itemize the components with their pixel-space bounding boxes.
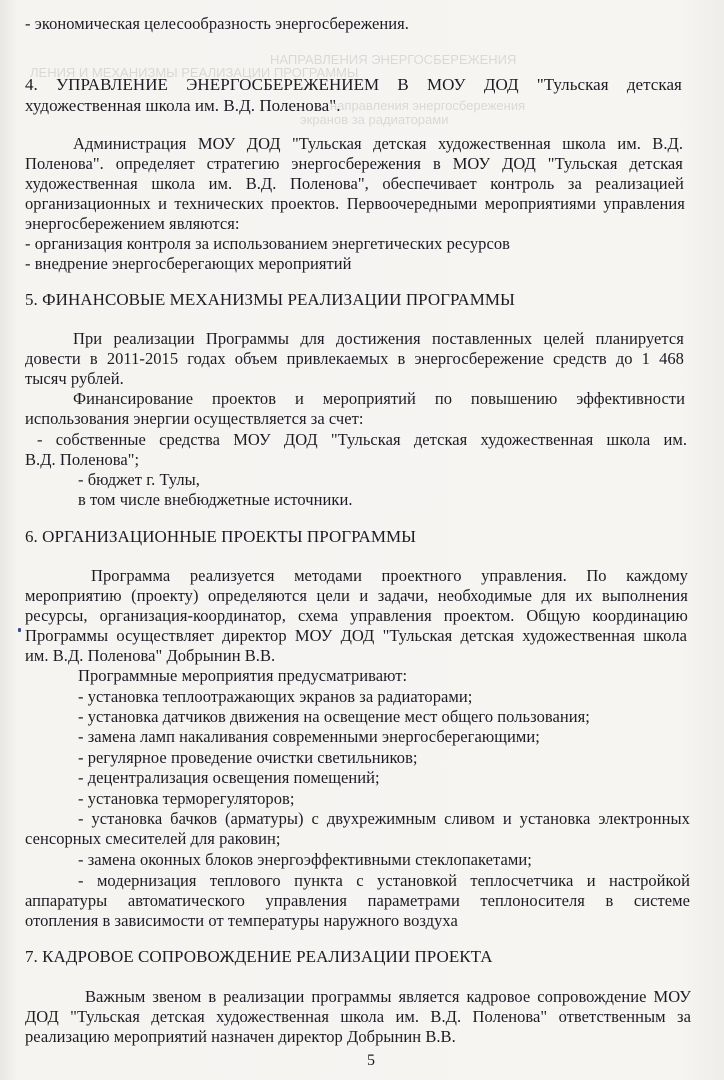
word: Финансирование	[73, 389, 194, 408]
section-heading-6: 6. ОРГАНИЗАЦИОННЫЕ ПРОЕКТЫ ПРОГРАММЫ	[25, 527, 417, 546]
word: достижения	[335, 329, 421, 348]
list-item: - регулярное проведение очистки светильников;	[78, 748, 418, 767]
show-through-text: направления энергосбережения	[330, 98, 526, 113]
paragraph-line	[73, 329, 684, 349]
word: звеном	[152, 987, 202, 1006]
paragraph-line	[25, 194, 685, 214]
list-item: - установка датчиков движения на освещение мест общего пользования;	[78, 707, 590, 726]
word: художественная	[480, 430, 594, 449]
word: модернизация	[96, 871, 197, 890]
word: школа	[340, 1007, 385, 1026]
word: МОУ	[197, 134, 236, 153]
paragraph-line: реализацию мероприятий назначен директор Добрынин В.В.	[25, 1027, 456, 1046]
paragraph-line	[25, 606, 688, 626]
paragraph-line	[73, 389, 685, 409]
word: повышению	[470, 389, 558, 408]
word: ДОД	[246, 134, 281, 153]
word: настройкой	[608, 871, 690, 890]
word: При	[73, 329, 103, 348]
paragraph-line	[25, 154, 683, 174]
word: в	[208, 987, 217, 1006]
word: По	[586, 566, 607, 585]
list-item: - замена оконных блоков энергоэффективными стеклопакетами;	[78, 850, 532, 869]
word: теплоносителя	[480, 891, 585, 910]
word: мероприятий	[322, 389, 416, 408]
page-number: 5	[367, 1052, 376, 1069]
word: школа	[151, 174, 196, 193]
word: по	[434, 389, 453, 408]
word: детская	[151, 1007, 205, 1026]
word: установка	[91, 809, 163, 828]
word: параметрами	[367, 891, 460, 910]
paragraph-line	[91, 566, 688, 586]
word: (проекту)	[131, 586, 199, 605]
word: 2011-2015	[106, 349, 179, 368]
word: "Тульская	[382, 626, 453, 645]
word: средства	[159, 430, 220, 449]
word: Первоочередными	[346, 194, 478, 213]
word: необходимые	[437, 586, 532, 605]
word: ДОД	[283, 430, 318, 449]
word: художественная	[216, 1007, 329, 1026]
word: 468	[659, 349, 684, 368]
word: Программы	[205, 329, 290, 348]
word: 1	[641, 349, 650, 368]
paragraph-line: в том числе внебюджетные источники.	[78, 490, 353, 509]
word: контроль	[490, 174, 555, 193]
list-item: - внедрение энергосберегающих мероприятий	[25, 254, 352, 273]
word: (арматуры)	[224, 809, 304, 828]
word: МОУ	[233, 430, 271, 449]
word: МОУ	[653, 987, 691, 1006]
word: и	[359, 586, 369, 605]
word: школа	[562, 134, 606, 153]
list-item-cont: сенсорных смесителей для раковин;	[25, 829, 281, 848]
word: управления	[603, 194, 685, 213]
word: привлекаемых	[286, 349, 389, 368]
word: с	[356, 871, 364, 890]
word: методами	[294, 566, 362, 585]
word: ДОД	[25, 1007, 59, 1026]
word: детская	[629, 154, 683, 173]
word: ЭНЕРГОСБЕРЕЖЕНИЕМ	[186, 75, 380, 94]
paragraph-line: В.Д. Поленова";	[25, 450, 140, 469]
word: проектов	[211, 389, 277, 408]
word: "Тульская	[70, 1007, 140, 1026]
paragraph-line: использования энергии осуществляется за счет:	[25, 409, 364, 428]
word: схема	[297, 606, 339, 625]
word: сопровождение	[537, 987, 647, 1006]
word: установкой	[377, 871, 457, 890]
word: В.Д.	[430, 1007, 462, 1026]
word: художественная	[437, 134, 551, 153]
word: обеспечивает	[382, 174, 477, 193]
word: "Тульская	[536, 75, 609, 94]
word: мероприятию	[25, 586, 122, 605]
word: Поленова"	[472, 1007, 548, 1026]
word: организационных	[25, 194, 151, 213]
word: двухрежимным	[326, 809, 437, 828]
word: им.	[617, 134, 641, 153]
list-item	[78, 809, 690, 829]
word: Администрация	[73, 134, 187, 153]
list-item-cont: отопления в зависимости от температуры наружного воздуха	[25, 911, 458, 930]
word: технических	[174, 194, 264, 213]
word: МОУ	[294, 626, 333, 645]
word: осуществляет	[116, 626, 214, 645]
word: программы	[311, 987, 392, 1006]
word: -	[37, 430, 43, 449]
word: Поленова",	[289, 174, 369, 193]
word: им.	[663, 430, 687, 449]
word: -	[78, 809, 84, 828]
word: бачков	[170, 809, 218, 828]
word: детская	[626, 75, 682, 94]
word: 4.	[25, 75, 38, 94]
paragraph-line: им. В.Д. Поленова" Добрынин В.В.	[25, 646, 276, 665]
paragraph-line	[25, 626, 687, 646]
word: организация-координатор,	[99, 606, 286, 625]
list-item: - установка терморегуляторов;	[78, 789, 295, 808]
show-through-text: НАПРАВЛЕНИЯ ЭНЕРГОСБЕРЕЖЕНИЯ	[270, 52, 517, 67]
word: реализации	[113, 329, 195, 348]
word: проектом.	[443, 606, 515, 625]
word: годах	[187, 349, 226, 368]
word: В.Д.	[652, 134, 683, 153]
word: художественная	[25, 174, 138, 193]
word: за	[677, 1007, 691, 1026]
paragraph-line: энергосбережением являются:	[25, 214, 240, 233]
word: объем	[234, 349, 278, 368]
word: для	[300, 329, 325, 348]
paragraph-line	[25, 1007, 691, 1027]
word: художественная	[522, 626, 636, 645]
word: теплового	[209, 871, 281, 890]
word: установка	[519, 809, 591, 828]
word: и	[586, 871, 596, 890]
paragraph-line	[25, 174, 684, 194]
word: и	[502, 809, 512, 828]
word: детская	[413, 430, 468, 449]
word: в	[605, 891, 614, 910]
paragraph-line: Программные мероприятия предусматривают:	[78, 666, 408, 685]
word: МОУ	[452, 154, 491, 173]
list-item: - бюджет г. Тулы,	[78, 470, 200, 489]
list-item: - установка теплоотражающих экранов за радиаторами;	[78, 687, 473, 706]
list-item	[37, 430, 687, 450]
word: с	[311, 809, 319, 828]
section-heading-7: 7. КАДРОВОЕ СОПРОВОЖДЕНИЕ РЕАЛИЗАЦИИ ПРОЕКТА	[25, 947, 493, 966]
section-heading-5: 5. ФИНАНСОВЫЕ МЕХАНИЗМЫ РЕАЛИЗАЦИИ ПРОГРАММЫ	[25, 290, 515, 309]
word: Поленова".	[25, 154, 104, 173]
list-item	[78, 871, 690, 891]
word: каждому	[626, 566, 688, 585]
word: реализацией	[595, 174, 684, 193]
word: задачи,	[377, 586, 429, 605]
word: "Тульская	[291, 134, 362, 153]
word: довести	[25, 349, 81, 368]
section-heading-4	[25, 75, 682, 95]
word: за	[567, 174, 582, 193]
word: кадровое	[466, 987, 531, 1006]
word: управления	[265, 891, 348, 910]
word: школа	[643, 626, 687, 645]
text-line: - экономическая целесообразность энергосбережения.	[25, 14, 409, 33]
word: Общую	[526, 606, 581, 625]
word: реализуется	[189, 566, 275, 585]
word: -	[78, 871, 84, 890]
word: координацию	[592, 606, 688, 625]
word: стратегию	[206, 154, 280, 173]
word: ресурсы,	[25, 606, 88, 625]
word: В	[397, 75, 409, 94]
list-item: - замена ламп накаливания современными энергосберегающими;	[78, 727, 540, 746]
paragraph-line	[85, 987, 691, 1007]
word: в	[432, 154, 441, 173]
list-item: - организация контроля за использованием энергетических ресурсов	[25, 234, 510, 253]
word: детская	[373, 134, 427, 153]
word: выполнения	[602, 586, 688, 605]
word: управления.	[481, 566, 567, 585]
word: целей	[543, 329, 585, 348]
word: ДОД	[502, 154, 536, 173]
word: "Тульская	[330, 430, 401, 449]
word: Важным	[85, 987, 146, 1006]
list-item-cont	[25, 891, 690, 911]
word: проектов.	[271, 194, 340, 213]
word: цели	[316, 586, 350, 605]
word: реализации	[223, 987, 305, 1006]
word: ответственным	[558, 1007, 666, 1026]
word: пункта	[294, 871, 343, 890]
word: автоматического	[127, 891, 245, 910]
word: ДОД	[340, 626, 375, 645]
word: УПРАВЛЕНИЕ	[56, 75, 168, 94]
paragraph-line	[73, 134, 683, 154]
word: детская	[460, 626, 515, 645]
word: является	[398, 987, 460, 1006]
word: управления	[350, 606, 432, 625]
word: энергосбережение	[414, 349, 544, 368]
word: директор	[222, 626, 287, 645]
paragraph-line: тысяч рублей.	[25, 369, 124, 388]
paragraph-line	[25, 586, 688, 606]
paragraph-line	[25, 349, 684, 369]
word: сливом	[444, 809, 495, 828]
word: теплосчетчика	[470, 871, 574, 890]
word: электронных	[598, 809, 690, 828]
word: системе	[633, 891, 690, 910]
word: в	[89, 349, 98, 368]
word: ДОД	[483, 75, 519, 94]
word: и	[294, 389, 304, 408]
word: определяет	[115, 154, 195, 173]
word: средств	[552, 349, 607, 368]
word: "Тульская	[547, 154, 618, 173]
word: Программа	[91, 566, 171, 585]
word: определяются	[208, 586, 308, 605]
word: поставленных	[431, 329, 533, 348]
word: планируется	[595, 329, 684, 348]
word: МОУ	[427, 75, 466, 94]
word: В.Д.	[245, 174, 277, 193]
word: аппаратуры	[25, 891, 108, 910]
word: им.	[208, 174, 233, 193]
word: для	[541, 586, 566, 605]
word: Программы	[25, 626, 109, 645]
word: мероприятиями	[484, 194, 596, 213]
word: энергосбережения	[291, 154, 422, 173]
word: и	[158, 194, 168, 213]
section-heading-4-cont: художественная школа им. В.Д. Поленова".	[25, 96, 341, 115]
word: собственные	[55, 430, 146, 449]
show-through-text: ЛЕНИЯ И МЕХАНИЗМЫ РЕАЛИЗАЦИИ ПРОГРАММЫ	[30, 65, 359, 80]
word: проектного	[381, 566, 462, 585]
scan-speck	[18, 628, 21, 632]
word: эффективности	[576, 389, 685, 408]
word: до	[615, 349, 633, 368]
word: их	[575, 586, 593, 605]
show-through-text: экранов за радиаторами	[300, 112, 449, 127]
word: им.	[395, 1007, 420, 1026]
word: школа	[606, 430, 651, 449]
list-item: - децентрализация освещения помещений;	[78, 768, 380, 787]
word: в	[397, 349, 406, 368]
